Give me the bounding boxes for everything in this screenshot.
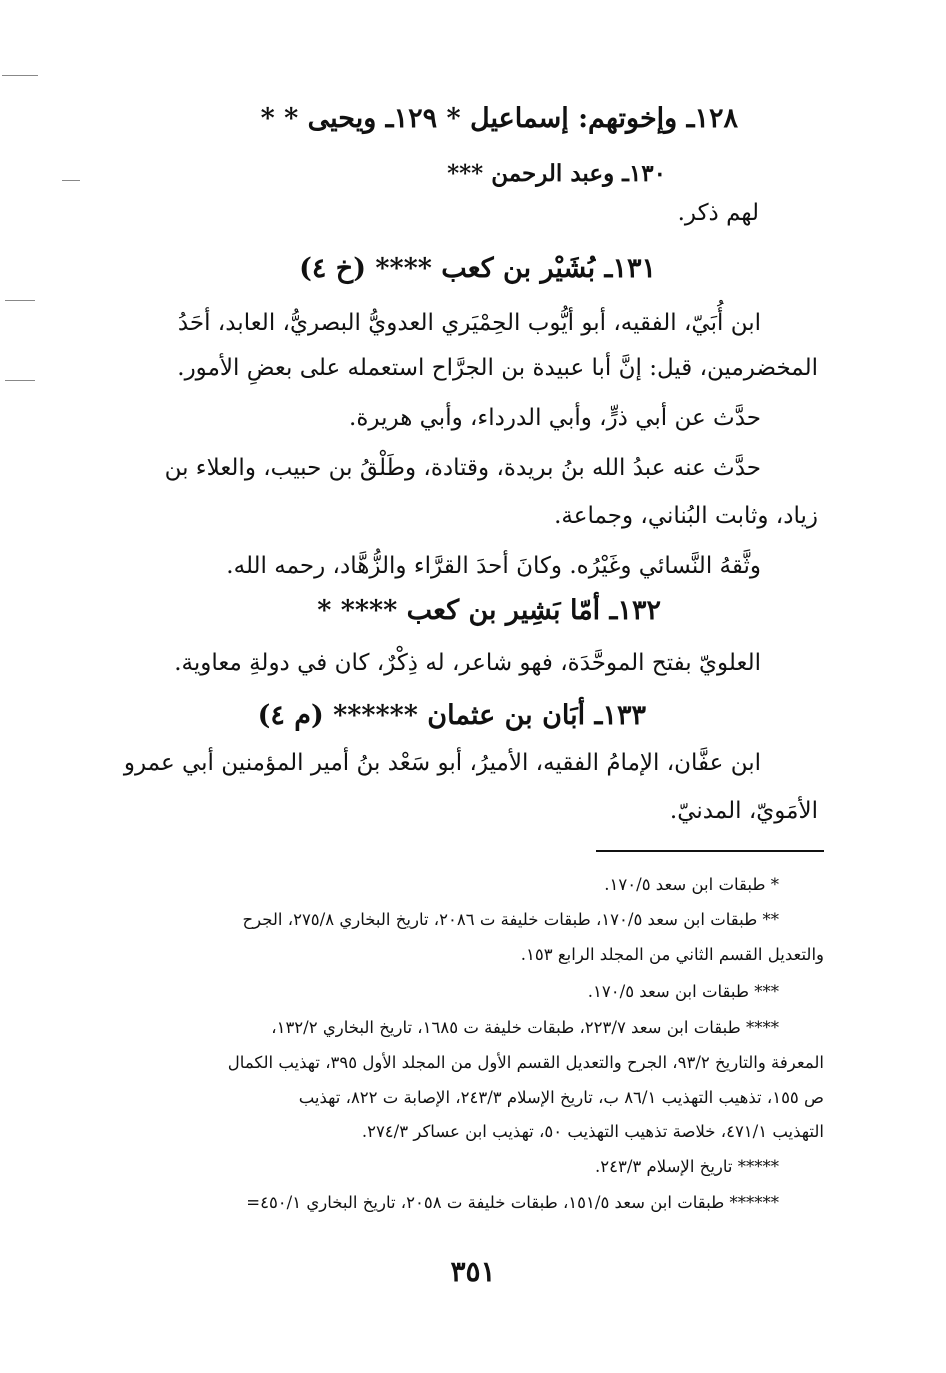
footnote-continuation: المعرفة والتاريخ ٩٣/٢، الجرح والتعديل القسم الأول من المجلد الأول ٣٩٥، تهذيب الكمال [227,1053,824,1072]
body-line: حدَّث عنه عبدُ الله بنُ بريدة، وقتادة، وطَلْقُ بن حبيب، والعلاء بن [164,455,761,481]
footnote: **** طبقات ابن سعد ٢٢٣/٧، طبقات خليفة ت ١٦٨٥، تاريخ البخاري ١٣٢/٢، [271,1018,779,1037]
margin-mark [62,180,80,181]
footnote: ***** تاريخ الإسلام ٢٤٣/٣. [595,1157,779,1176]
margin-mark [5,300,35,301]
margin-mark [2,75,38,76]
body-line: زياد، وثابت البُناني، وجماعة. [554,503,818,529]
body-line: المخضرمين، قيل: إنَّ أبا عبيدة بن الجرَّاح استعمله على بعضِ الأمور. [177,355,818,381]
footnote-separator [596,850,824,852]
page-number: ٣٥١ [450,1255,496,1288]
entry-heading-132: ١٣٢ـ أمّا بَشِير بن كعب **** * [317,595,661,626]
footnote-continuation: ص ١٥٥، تذهيب التهذيب ٨٦/١ ب، تاريخ الإسلام ٢٤٣/٣، الإصابة ت ٨٢٢، تهذيب [298,1088,824,1107]
body-line: لهم ذكر. [677,200,759,226]
footnote-continuation: التهذيب ٤٧١/١، خلاصة تذهيب التهذيب ٥٠، تهذيب ابن عساكر ٢٧٤/٣. [361,1122,824,1141]
footnote: ****** طبقات ابن سعد ١٥١/٥، طبقات خليفة ت ٢٠٥٨، تاريخ البخاري ٤٥٠/١= [246,1193,779,1212]
entry-heading-131: ١٣١ـ بُشَيْر بن كعب **** (خ ٤) [299,253,656,284]
footnote: *** طبقات ابن سعد ١٧٠/٥. [587,982,779,1001]
body-line: ابن عفَّان، الإمامُ الفقيه، الأميرُ، أبو سَعْد بنُ أمير المؤمنين أبي عمرو [123,750,761,776]
body-line: حدَّث عن أبي ذرٍّ، وأبي الدرداء، وأبي هريرة. [349,405,761,431]
body-line: وثَّقهُ النَّسائي وغَيْرُه. وكانَ أحدَ القرَّاء والزُّهَّاد، رحمه الله. [226,553,761,579]
entry-heading-130: ١٣٠ـ وعبد الرحمن *** [447,160,666,187]
body-line: ابن أُبَيّ، الفقيه، أبو أيُّوب الحِمْيَري العدويُّ البصريُّ، العابد، أحَدُ [177,310,761,336]
body-line: الأمَويّ، المدنيّ. [669,798,818,824]
margin-mark [5,380,35,381]
footnote: ** طبقات ابن سعد ١٧٠/٥، طبقات خليفة ت ٢٠٨٦، تاريخ البخاري ٢٧٥/٨، الجرح [242,910,779,929]
entry-heading-128: ١٢٨ـ وإخوتهم: إسماعيل * ١٢٩ـ ويحيى * * [260,103,738,134]
footnote: * طبقات ابن سعد ١٧٠/٥. [604,875,779,894]
footnote-continuation: والتعديل القسم الثاني من المجلد الرابع ١٥٣. [520,945,824,964]
entry-heading-133: ١٣٣ـ أبَان بن عثمان ****** (م ٤) [257,700,646,731]
body-line: العلويّ بفتح الموحَّدَة، فهو شاعر، له ذِكْرٌ، كان في دولةِ معاوية. [174,650,761,676]
